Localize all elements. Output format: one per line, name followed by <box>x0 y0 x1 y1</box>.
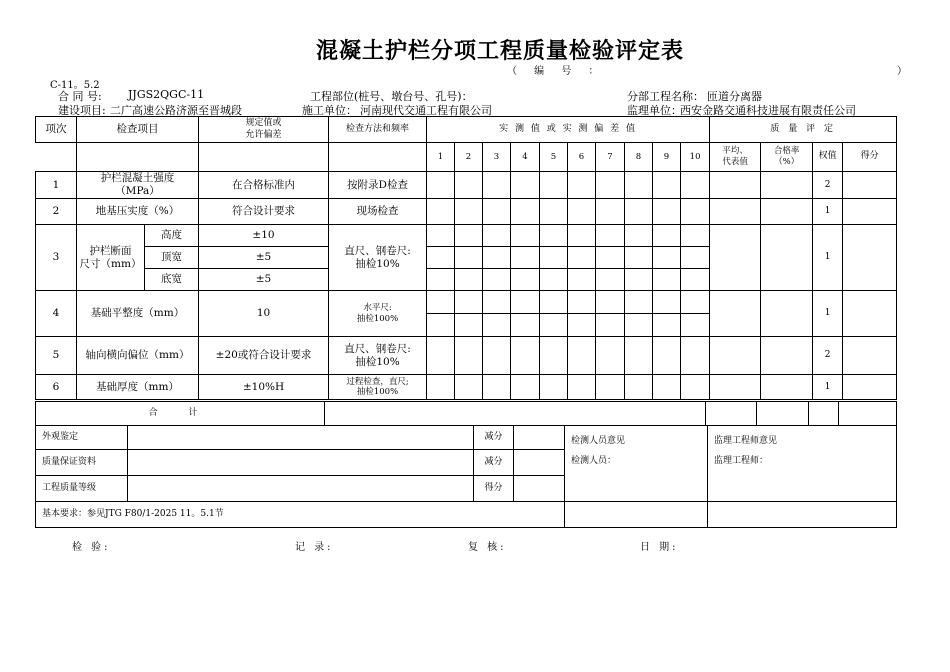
location-label: 工程部位(桩号、墩台号、孔号)： <box>310 90 473 103</box>
row-no: 2 <box>36 199 77 225</box>
footer-record: 记 录: <box>295 542 334 553</box>
evaluation-table <box>35 425 897 528</box>
header-spec-line2: 允许偏差 <box>245 129 282 140</box>
inspector-opinion-cell <box>565 426 708 502</box>
basic-requirement: 基本要求：参见JTG F80/1-2025 11。5.1节 <box>36 502 565 528</box>
col-9: 9 <box>653 143 681 172</box>
form-title: 混凝土护栏分项工程质量检验评定表 <box>315 38 684 64</box>
header-pass-line1: 合格率 <box>773 146 800 157</box>
row-method-line2: 抽检100% <box>356 313 399 324</box>
col-10: 10 <box>681 143 710 172</box>
row-method: 按附录D检查 <box>329 172 427 199</box>
table-row <box>36 291 897 314</box>
inspector-label: 检测人员： <box>571 455 617 466</box>
row-no: 6 <box>36 375 77 400</box>
footer-review: 复 核: <box>468 542 507 553</box>
footer-date: 日 期: <box>640 542 679 553</box>
sub-item-bottom-width: 底宽 <box>145 269 199 291</box>
table-row <box>36 337 897 375</box>
number-close: ） <box>897 66 907 77</box>
row-method-line1: 直尺、钢卷尺: <box>344 342 411 355</box>
header-avg-line2: 代表值 <box>722 157 748 167</box>
score-label: 得分 <box>474 476 514 502</box>
row-method <box>329 291 427 337</box>
col-6: 6 <box>568 143 596 172</box>
row-spec: ±10%H <box>199 375 329 400</box>
row-item <box>77 172 199 199</box>
col-4: 4 <box>511 143 540 172</box>
deduct-label-2: 减分 <box>474 450 514 476</box>
header-avg-line1: 平均、 <box>722 146 748 157</box>
row-item: 基础厚度（mm） <box>77 375 199 400</box>
total-table <box>35 401 897 426</box>
header-avg <box>710 143 761 172</box>
table-row <box>36 375 897 400</box>
table-row <box>36 199 897 225</box>
row-method-line2: 抽检10% <box>355 355 400 368</box>
contract-label: 合 同 号: <box>58 90 102 103</box>
engineer-label: 监理工程师： <box>714 455 769 466</box>
header-spec-line1: 规定值或 <box>245 118 282 129</box>
row-no: 3 <box>36 225 77 291</box>
deduct-label: 减分 <box>474 426 514 450</box>
header-measured: 实 测 值 或 实 测 偏 差 值 <box>427 117 710 143</box>
table-row <box>36 225 897 247</box>
header-row-2 <box>36 143 897 172</box>
row-item: 基础平整度（mm） <box>77 291 199 337</box>
header-check-item: 检查项目 <box>77 117 199 143</box>
row-spec: 10 <box>199 291 329 337</box>
project-label: 建设项目: <box>58 104 106 117</box>
row-weight: 1 <box>813 375 843 400</box>
row-weight: 2 <box>813 172 843 199</box>
header-quality: 质 量 评 定 <box>710 117 897 143</box>
row-item: 轴向横向偏位（mm） <box>77 337 199 375</box>
project-value: 二广高速公路济源至晋城段 <box>110 104 242 117</box>
row-method-line2: 抽检100% <box>356 387 399 398</box>
hdr-blank <box>77 143 199 172</box>
header-row-1 <box>36 117 897 143</box>
col-1: 1 <box>427 143 455 172</box>
header-spec <box>199 117 329 143</box>
row-spec: ±20或符合设计要求 <box>199 337 329 375</box>
contractor-value: 河南现代交通工程有限公司 <box>360 104 492 117</box>
row-weight: 1 <box>813 199 843 225</box>
inspector-opinion-label: 检测人员意见 <box>571 436 626 446</box>
hdr-blank <box>199 143 329 172</box>
inspection-table <box>35 116 897 400</box>
hdr-blank <box>329 143 427 172</box>
row-item-line1: 护栏混凝土强度 <box>100 172 175 184</box>
sub-spec-height: ±10 <box>199 225 329 247</box>
col-8: 8 <box>625 143 653 172</box>
appearance-label: 外观鉴定 <box>36 426 128 450</box>
row-method-line1: 水平尺: <box>363 303 392 314</box>
row-no: 4 <box>36 291 77 337</box>
row-method: 现场检查 <box>329 199 427 225</box>
engineer-opinion-label: 监理工程师意见 <box>714 436 778 446</box>
header-weight: 权值 <box>813 143 843 172</box>
row-method-line1: 过程检查，直尺; <box>346 376 409 387</box>
grade-label: 工程质量等级 <box>36 476 128 502</box>
total-label: 合 计 <box>36 402 325 426</box>
header-pass-line2: （%） <box>774 157 800 167</box>
row-item <box>77 225 145 291</box>
row-no: 5 <box>36 337 77 375</box>
hdr-blank <box>36 143 77 172</box>
supervisor-value: 西安金路交通科技进展有限责任公司 <box>680 104 856 117</box>
supervisor-label: 监理单位： <box>627 104 682 117</box>
sub-item-top-width: 顶宽 <box>145 247 199 269</box>
sub-item-height: 高度 <box>145 225 199 247</box>
number-label: （ 编 号 ： <box>507 66 606 77</box>
row-spec: 在合格标准内 <box>199 172 329 199</box>
row-method-line2: 抽检10% <box>355 257 400 270</box>
col-3: 3 <box>483 143 511 172</box>
row-item-line2: 尺寸（mm） <box>79 257 142 270</box>
row-method <box>329 337 427 375</box>
header-score: 得分 <box>843 143 897 172</box>
subproject-label: 分部工程名称： <box>627 90 704 103</box>
form-code: C-11。5.2 <box>50 80 100 91</box>
col-7: 7 <box>596 143 625 172</box>
contractor-label: 施工单位： <box>302 104 357 117</box>
row-item: 地基压实度（%） <box>77 199 199 225</box>
quality-docs-label: 质量保证资料 <box>36 450 128 476</box>
sub-spec-bottom-width: ±5 <box>199 269 329 291</box>
row-no: 1 <box>36 172 77 199</box>
col-2: 2 <box>455 143 483 172</box>
row-spec: 符合设计要求 <box>199 199 329 225</box>
contract-value: JJGS2QGC-11 <box>128 88 205 101</box>
row-item-line2: （MPa） <box>115 185 160 198</box>
col-5: 5 <box>540 143 568 172</box>
row-weight: 1 <box>813 291 843 337</box>
row-weight: 2 <box>813 337 843 375</box>
row-item-line1: 护栏断面 <box>89 244 132 257</box>
footer-check: 检 验: <box>72 542 111 553</box>
row-method <box>329 225 427 291</box>
sub-spec-top-width: ±5 <box>199 247 329 269</box>
header-method: 检查方法和频率 <box>329 117 427 143</box>
header-pass-rate <box>761 143 813 172</box>
engineer-opinion-cell <box>708 426 897 502</box>
row-weight: 1 <box>813 225 843 291</box>
header-item-no: 项次 <box>36 117 77 143</box>
subproject-value: 匝道分离器 <box>707 90 762 103</box>
table-row <box>36 172 897 199</box>
row-method <box>329 375 427 400</box>
row-method-line1: 直尺、钢卷尺: <box>344 244 411 257</box>
